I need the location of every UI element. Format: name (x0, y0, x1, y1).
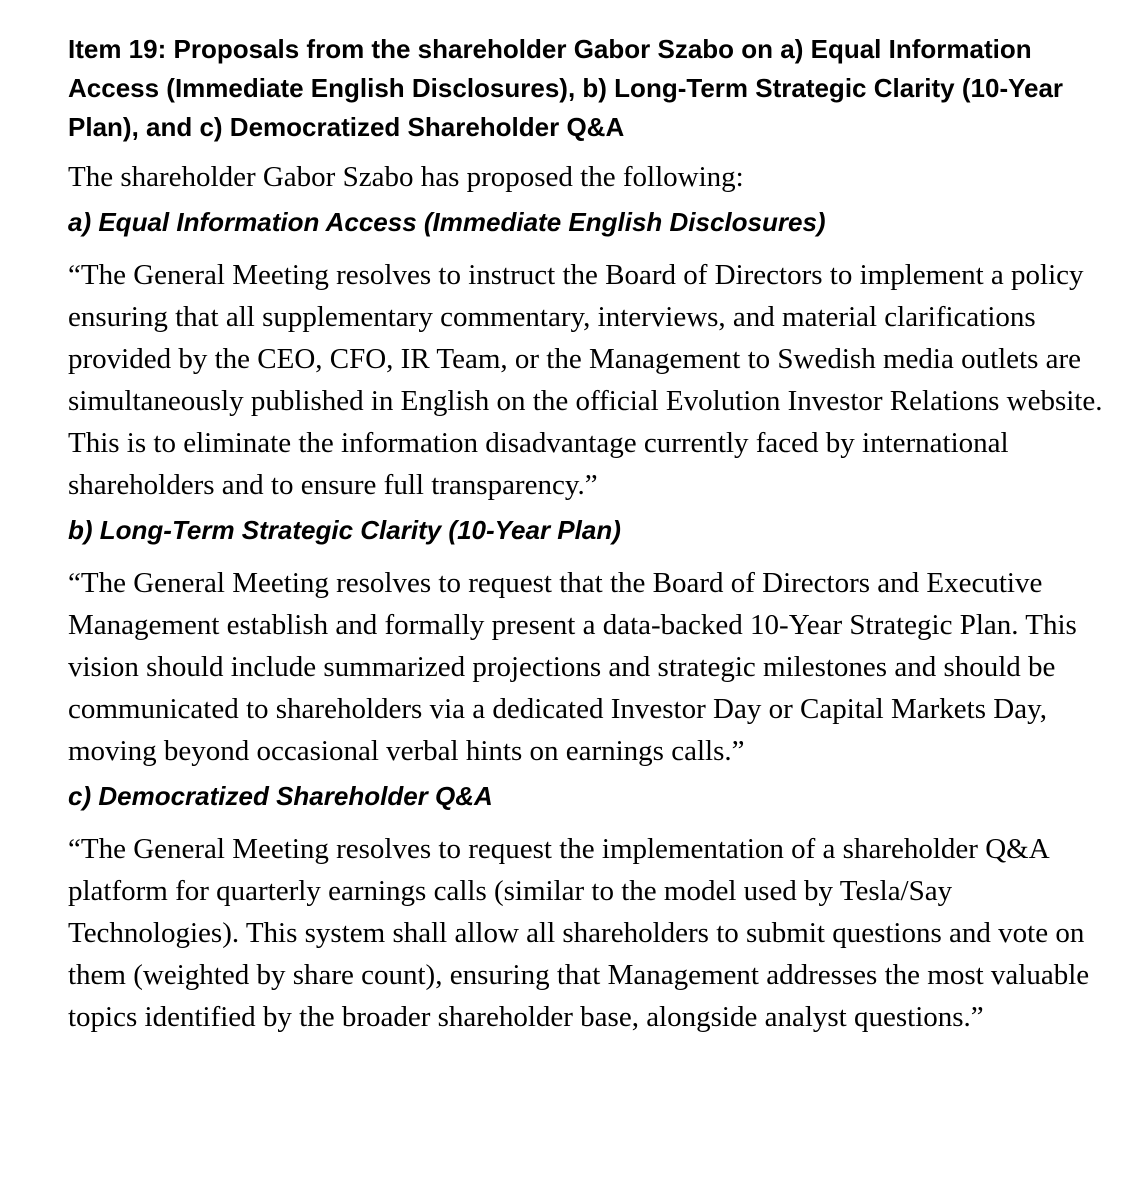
section-a-heading: a) Equal Information Access (Immediate English Disclosures) (68, 207, 826, 237)
section-b-heading: b) Long-Term Strategic Clarity (10-Year Plan) (68, 515, 621, 545)
item-title: Item 19: Proposals from the shareholder Gabor Szabo on a) Equal Information Access (Immediate English Disclosures), b) Long-Term Strategic Clarity (10-Year Plan), and c) Democratized Shareholder Q&A (68, 34, 1064, 142)
intro-text: The shareholder Gabor Szabo has proposed the following: (68, 161, 744, 193)
section-c-heading: c) Democratized Shareholder Q&A (68, 781, 493, 811)
section-b-text: “The General Meeting resolves to request that the Board of Directors and Executive Management establish and formally present a data-backed 10-Year Strategic Plan. This vision should include summarized projections and strategic milestones and should be communicated to shareholders via a dedicated Investor Day or Capital Markets Day, moving beyond occasional verbal hints on earnings calls.” (68, 567, 1077, 767)
section-c-text: “The General Meeting resolves to request the implementation of a shareholder Q&A platform for quarterly earnings calls (similar to the model used by Tesla/Say Technologies). This system shall allow all shareholders to submit questions and vote on them (weighted by share count), ensuring that Management addresses the most valuable topics identified by the broader shareholder base, alongside analyst questions.” (68, 833, 1090, 1033)
document-page (68, 30, 1108, 1038)
section-a-text: “The General Meeting resolves to instruct the Board of Directors to implement a policy ensuring that all supplementary commentary, interviews, and material clarifications provided by the CEO, CFO, IR Team, or the Management to Swedish media outlets are simultaneously published in English on the official Evolution Investor Relations website. This is to eliminate the information disadvantage currently faced by international shareholders and to ensure full transparency.” (68, 259, 1103, 501)
